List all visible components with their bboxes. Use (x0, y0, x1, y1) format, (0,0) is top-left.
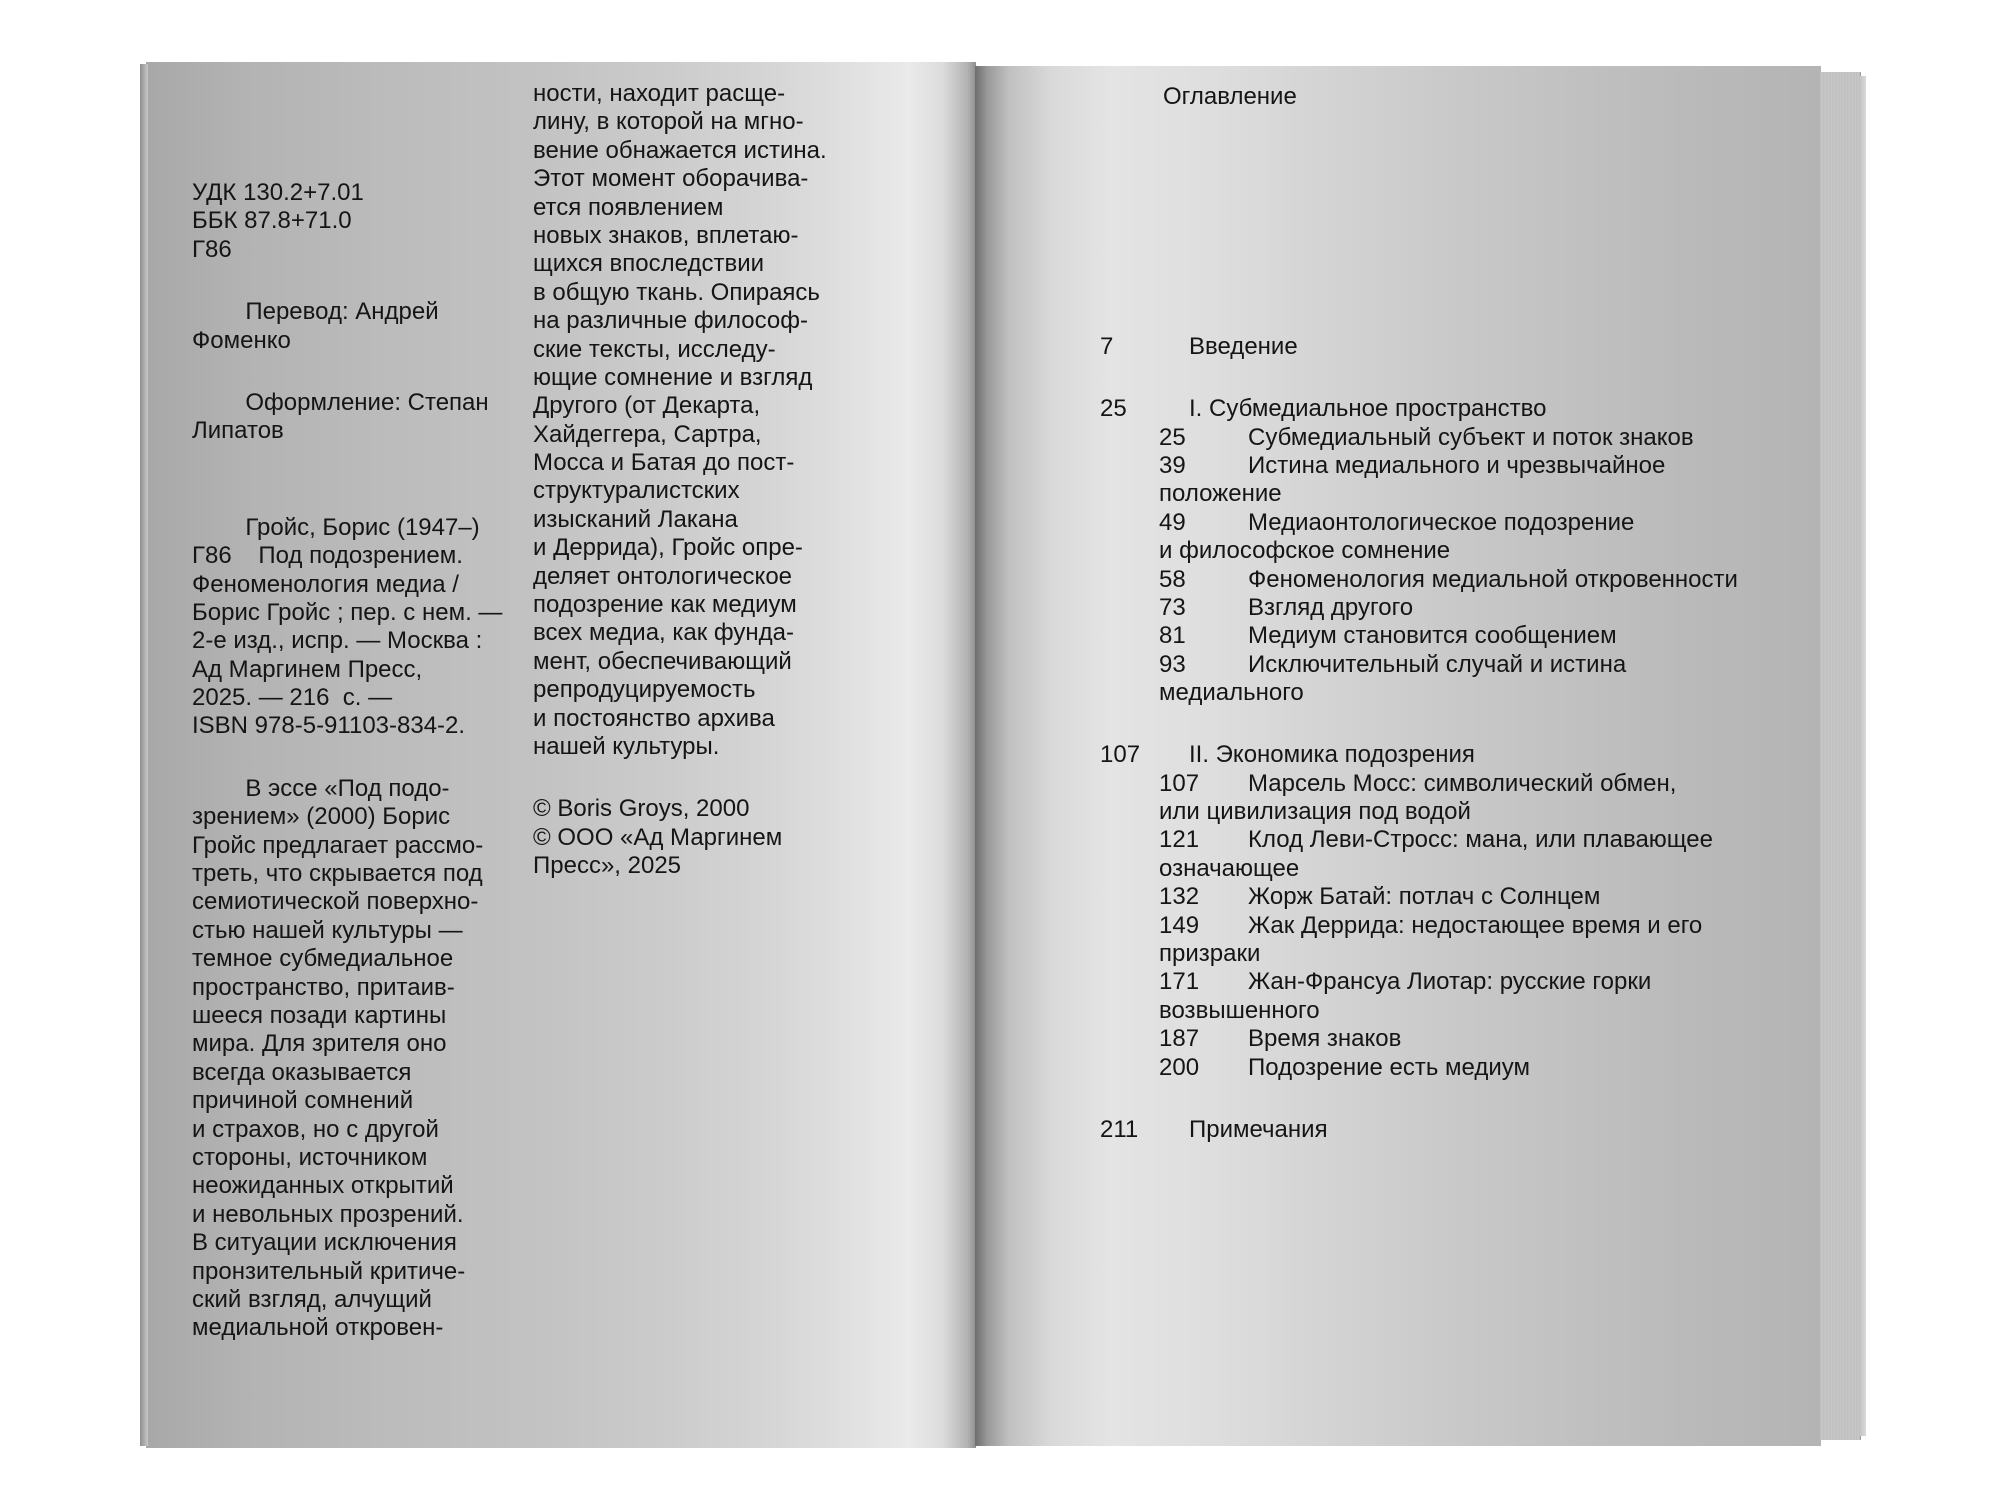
text-line: деляет онтологическое (533, 562, 793, 590)
toc-entry-title: Марсель Мосс: символический обмен, (1248, 769, 1677, 797)
annotation-column (533, 80, 827, 881)
text-line: ББК 87.8+71.0 (192, 207, 352, 235)
text-line: зрением» (2000) Борис (192, 803, 451, 831)
toc-page-number: 187 (1159, 1025, 1200, 1053)
toc-page-number: 25 (1100, 395, 1127, 423)
text-line: всех медиа, как фунда- (533, 619, 794, 647)
toc-entry-title: II. Экономика подозрения (1189, 741, 1475, 769)
paragraph-gap (192, 741, 502, 775)
toc-page-number: 49 (1159, 508, 1186, 536)
text-line: Г86 (192, 235, 232, 263)
text-line: мира. Для зрителя оно (192, 1030, 447, 1058)
text-line: репродуцируемость (533, 676, 756, 704)
text-line: и страхов, но с другой (192, 1115, 439, 1143)
toc-entry-title: или цивилизация под водой (1159, 798, 1471, 826)
text-line: семиотической поверхно- (192, 888, 479, 916)
toc-page-number: 132 (1159, 883, 1200, 911)
text-line: Оформление: Степан (192, 388, 489, 416)
toc-page-number: 211 (1100, 1115, 1139, 1143)
toc-page-number: 39 (1159, 451, 1186, 479)
text-line: структуралистских (533, 477, 740, 505)
text-line: треть, что скрывается под (192, 860, 483, 888)
text-line: всегда оказывается (192, 1058, 412, 1086)
toc-entry-title: медиального (1159, 679, 1304, 707)
toc-entry-title: Примечания (1189, 1115, 1328, 1143)
toc-entry-title: призраки (1159, 940, 1261, 968)
text-line: темное субмедиальное (192, 945, 454, 973)
paragraph-gap (192, 446, 502, 480)
toc-page-number: 149 (1159, 911, 1200, 939)
toc-page-number: 171 (1159, 968, 1200, 996)
text-line: стороны, источником (192, 1143, 428, 1171)
text-line: © Boris Groys, 2000 (533, 795, 750, 823)
text-line: причиной сомнений (192, 1087, 414, 1115)
page-edges (1820, 72, 1860, 1440)
text-line: ности, находит расще- (533, 80, 786, 107)
toc-entry-title: Истина медиального и чрезвычайное (1248, 451, 1666, 479)
text-line: пронзительный критиче- (192, 1257, 466, 1285)
text-line: шееся позади картины (192, 1001, 447, 1029)
text-line: мент, обеспечивающий (533, 647, 792, 675)
toc-entry-title: I. Субмедиальное пространство (1189, 395, 1547, 423)
toc-page-number: 25 (1159, 423, 1186, 451)
text-line: пространство, притаив- (192, 973, 455, 1001)
toc-entry-title: возвышенного (1159, 996, 1320, 1024)
toc-entry-title: и философское сомнение (1159, 537, 1451, 565)
text-line: Другого (от Декарта, (533, 392, 761, 420)
text-line: изысканий Лакана (533, 505, 738, 533)
contents-title: Оглавление (1163, 83, 1297, 110)
text-line: Борис Гройс ; пер. с нем. — (192, 598, 503, 626)
toc-page-number: 121 (1159, 826, 1200, 854)
toc-entry-title: Жак Деррида: недостающее время и его (1248, 911, 1703, 939)
text-line: и невольных прозрений. (192, 1200, 464, 1228)
toc-entry-title: Время знаков (1248, 1025, 1402, 1053)
text-line: стью нашей культуры — (192, 916, 463, 944)
text-line: ется появлением (533, 193, 724, 221)
text-line: медиальной откровен- (192, 1314, 444, 1342)
text-line: нашей культуры. (533, 732, 720, 760)
text-line: Феноменология медиа / (192, 570, 459, 598)
toc-entry-title: Медиаонтологическое подозрение (1248, 508, 1635, 536)
text-line: Липатов (192, 417, 284, 445)
text-line: неожиданных открытий (192, 1172, 454, 1200)
text-line: лину, в которой на мгно- (533, 108, 804, 136)
text-line: вение обнажается истина. (533, 136, 827, 164)
text-line: Гройс предлагает рассмо- (192, 831, 484, 859)
text-line: В ситуации исключения (192, 1229, 457, 1257)
text-line: и постоянство архива (533, 704, 775, 732)
toc-page-number: 7 (1100, 333, 1114, 360)
text-line: в общую ткань. Опираясь (533, 278, 820, 306)
toc-entry-title: Введение (1189, 333, 1298, 360)
toc-entry-title: Клод Леви-Стросс: мана, или плавающее (1248, 826, 1713, 854)
toc-page-number: 73 (1159, 593, 1186, 621)
paragraph-gap (533, 761, 827, 795)
text-line: 2025. — 216 с. — (192, 684, 393, 712)
toc-entry-title: Субмедиальный субъект и поток знаков (1248, 423, 1694, 451)
text-line: Мосса и Батая до пост- (533, 449, 795, 477)
text-line: В эссе «Под подо- (192, 774, 450, 802)
toc-page-number: 107 (1100, 741, 1141, 769)
text-line: ISBN 978-5-91103-834-2. (192, 712, 466, 740)
text-line: Перевод: Андрей (192, 298, 439, 326)
text-line: УДК 130.2+7.01 (192, 179, 364, 206)
paragraph-gap (192, 264, 502, 298)
toc-page-number: 200 (1159, 1053, 1200, 1081)
toc-entry-title: Медиум становится сообщением (1248, 622, 1617, 650)
toc-entry-title: Взгляд другого (1248, 593, 1414, 621)
toc-page-number: 81 (1159, 622, 1186, 650)
text-line: новых знаков, вплетаю- (533, 221, 799, 249)
text-line: Пресс», 2025 (533, 852, 682, 880)
toc-page-number: 93 (1159, 650, 1186, 678)
toc-entry-title: означающее (1159, 854, 1300, 882)
text-line: Ад Маргинем Пресс, (192, 655, 423, 683)
text-line: ские тексты, исследу- (533, 335, 776, 363)
text-line: и Деррида), Гройс опре- (533, 534, 803, 562)
text-line: 2-е изд., испр. — Москва : (192, 627, 483, 655)
toc-entry-title: Подозрение есть медиум (1248, 1053, 1530, 1081)
toc-page-number: 107 (1159, 769, 1200, 797)
paragraph-gap (192, 355, 502, 389)
toc-entry-title: Жан-Франсуа Лиотар: русские горки (1248, 968, 1652, 996)
toc-entry-title: Исключительный случай и истина (1248, 650, 1627, 678)
text-line: © ООО «Ад Маргинем (533, 823, 783, 851)
toc-entry-title: Жорж Батай: потлач с Солнцем (1248, 883, 1601, 911)
toc-entry-title: положение (1159, 480, 1282, 508)
text-line: на различные философ- (533, 307, 808, 335)
text-line: ющие сомнение и взгляд (533, 363, 813, 391)
text-line: подозрение как медиум (533, 591, 797, 619)
paragraph-gap (192, 480, 502, 514)
text-line: щихся впоследствии (533, 250, 765, 278)
text-line: ский взгляд, алчущий (192, 1285, 432, 1313)
text-line: Фоменко (192, 326, 291, 354)
text-line: Г86 Под подозрением. (192, 542, 463, 570)
toc-entry-title: Феноменология медиальной откровенности (1248, 565, 1738, 593)
toc-page-number: 58 (1159, 565, 1186, 593)
text-line: Гройс, Борис (1947–) (192, 513, 480, 541)
imprint-column (192, 179, 502, 1343)
text-line: Хайдеггера, Сартра, (533, 420, 762, 448)
text-line: Этот момент оборачива- (533, 165, 809, 193)
